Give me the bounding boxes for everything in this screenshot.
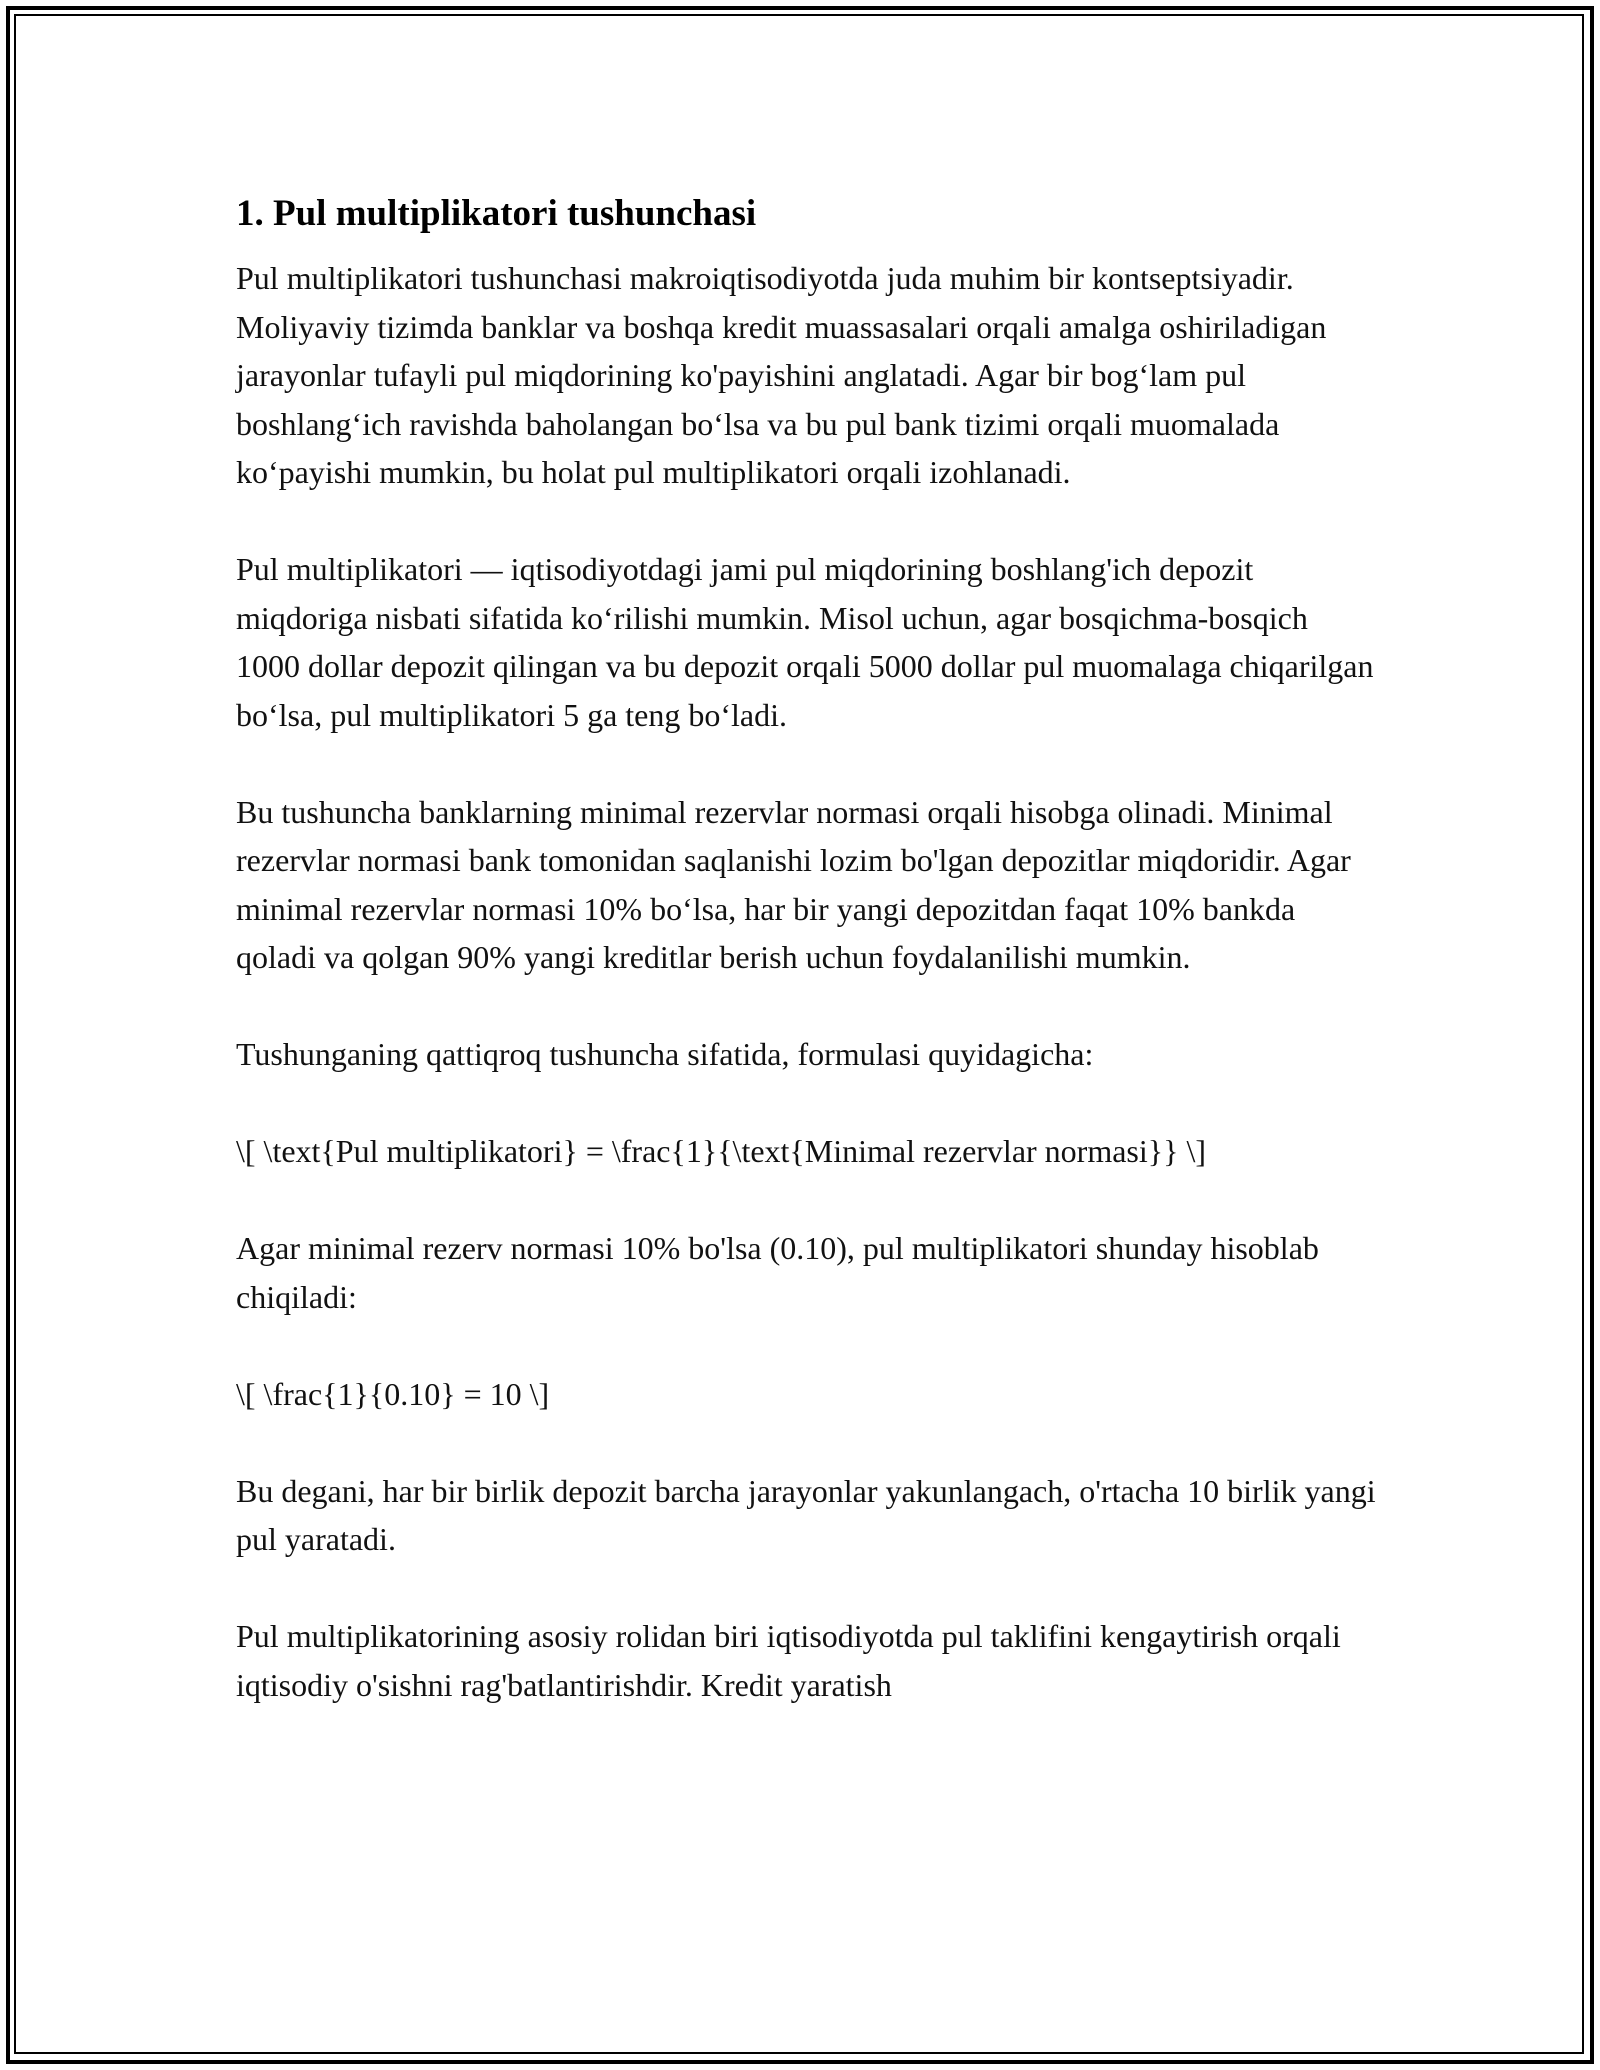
paragraph-calculation-intro: Agar minimal rezerv normasi 10% bo'lsa (0.10), pul multiplikatori shunday hisoblab chiqiladi: <box>236 1230 1319 1315</box>
paragraph-meaning: Bu degani, har bir birlik depozit barcha jarayonlar yakunlangach, o'rtacha 10 birlik yangi pul yaratadi. <box>236 1472 1376 1557</box>
paragraph-formula-intro: Tushunganing qattiqroq tushuncha sifatida, formulasi quyidagicha: <box>236 1036 1094 1072</box>
formula-multiplier: \[ \text{Pul multiplikatori} = \frac{1}{\text{Minimal rezervlar normasi}} \] <box>236 1133 1207 1169</box>
section-heading: 1. Pul multiplikatori tushunchasi <box>236 193 757 234</box>
formula-calculation: \[ \frac{1}{0.10} = 10 \] <box>236 1375 550 1412</box>
paragraph-definition: Pul multiplikatori tushunchasi makroiqtisodiyotda juda muhim bir kontseptsiyadir. Moliyaviy tizimda banklar va boshqa kredit muassasalari orqali amalga oshiriladigan jarayonlar tufayli pul miqdorining ko'payishini anglatadi. Agar bir bog‘lam pul boshlang‘ich ravishda baholangan bo‘lsa va bu pul bank tizimi orqali muomalada ko‘payishi mumkin, bu holat pul multiplikatori orqali izohlanadi. <box>236 260 1327 490</box>
paragraph-role: Pul multiplikatorining asosiy rolidan biri iqtisodiyotda pul taklifini kengaytirish orqali iqtisodiy o'sishni rag'batlantirishdir. Kredit yaratish <box>236 1618 1341 1703</box>
paragraph-reserve-requirement: Bu tushuncha banklarning minimal rezervlar normasi orqali hisobga olinadi. Minimal rezervlar normasi bank tomonidan saqlanishi lozim bo'lgan depozitlar miqdoridir. Agar minimal rezervlar normasi 10% bo‘lsa, har bir yangi depozitdan faqat 10% bankda qoladi va qolgan 90% yangi kreditlar berish uchun foydalanilishi mumkin. <box>236 793 1351 975</box>
paragraph-ratio-example: Pul multiplikatori — iqtisodiyotdagi jami pul miqdorining boshlang'ich depozit miqdoriga nisbati sifatida ko‘rilishi mumkin. Misol uchun, agar bosqichma-bosqich 1000 dollar depozit qilingan va bu depozit orqali 5000 dollar pul muomalaga chiqarilgan bo‘lsa, pul multiplikatori 5 ga teng bo‘ladi. <box>236 551 1374 733</box>
document-body <box>236 186 1376 1758</box>
